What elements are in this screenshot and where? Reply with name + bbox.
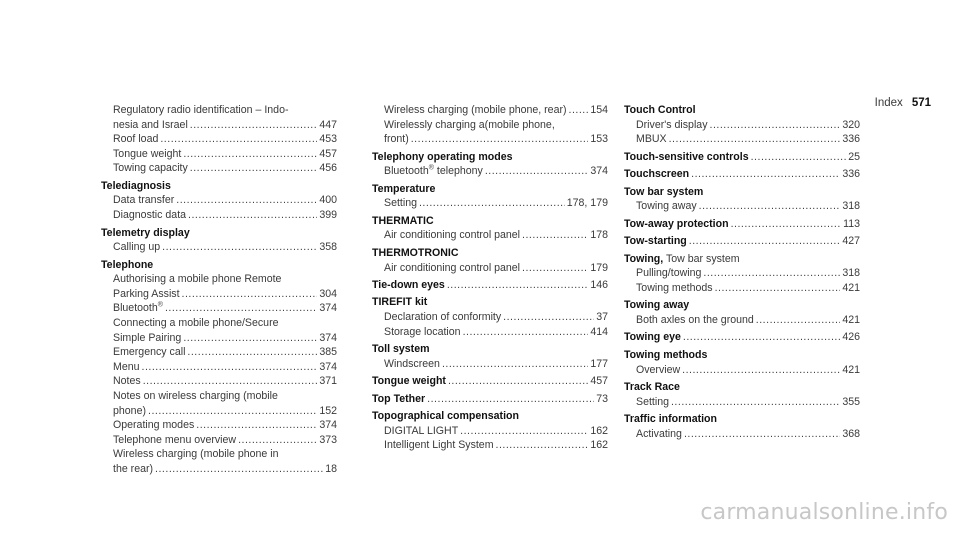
- entry-row: [101, 147, 337, 162]
- index-entry: [624, 412, 860, 441]
- entry-heading: THERMATIC: [372, 214, 434, 227]
- entry-heading: Touch Control: [624, 104, 696, 116]
- page-ref: 179: [590, 261, 608, 274]
- entry-row: [101, 331, 337, 346]
- entry-text: MBUX: [636, 133, 667, 146]
- index-column-2: [372, 103, 608, 456]
- entry-heading: Topographical compensation: [372, 410, 519, 423]
- entry-text: Calling up: [113, 241, 161, 254]
- entry-text: Connecting a mobile phone/Secure: [113, 316, 279, 329]
- page-ref: 457: [319, 147, 337, 160]
- entry-text: Roof load: [113, 133, 159, 146]
- entry-heading: Telemetry display: [101, 226, 190, 239]
- entry-text: Parking Assist: [113, 287, 180, 300]
- entry-text: telephony: [433, 165, 483, 178]
- page-ref: 421: [842, 313, 860, 326]
- page-ref: 320: [842, 118, 860, 131]
- page-ref: 178: [590, 229, 608, 242]
- page-number: 571: [911, 97, 931, 109]
- entry-heading: THERMOTRONIC: [372, 246, 459, 259]
- entry-row: [372, 357, 608, 372]
- entry-text: front): [384, 133, 409, 146]
- page-ref: 113: [843, 217, 860, 230]
- page-ref: 374: [319, 302, 337, 315]
- entry-heading: Tow-away protection: [624, 217, 729, 230]
- page-ref: 368: [842, 427, 860, 440]
- entry-text: Emergency call: [113, 346, 186, 359]
- entry-text: Simple Pairing: [113, 331, 182, 344]
- entry-text: Storage location: [384, 325, 461, 338]
- page-ref: 37: [596, 311, 608, 324]
- entry-row: [101, 433, 337, 448]
- entry-text: Diagnostic data: [113, 209, 187, 222]
- entry-text: nesia and Israel: [113, 118, 188, 131]
- entry-row: [624, 427, 860, 442]
- page-ref: 25: [848, 150, 860, 163]
- page-ref: 371: [319, 375, 337, 388]
- entry-text: Activating: [636, 427, 682, 440]
- entry-heading: Telediagnosis: [101, 179, 171, 192]
- entry-row: [624, 234, 860, 249]
- page-ref: 457: [590, 375, 608, 388]
- entry-text: Tow bar system: [663, 252, 740, 265]
- entry-heading: Towing methods: [624, 348, 708, 361]
- registered-mark: ®: [157, 301, 163, 309]
- entry-heading: Tie-down eyes: [372, 278, 445, 291]
- entry-row: [624, 266, 860, 281]
- page-ref: 399: [319, 209, 337, 222]
- entry-heading: Telephony operating modes: [372, 150, 513, 163]
- index-entry: [624, 330, 860, 345]
- index-entry: [372, 409, 608, 453]
- index-entry: [624, 185, 860, 214]
- page-ref: 355: [842, 395, 860, 408]
- entry-text: Overview: [636, 363, 681, 376]
- entry-row: [372, 438, 608, 453]
- entry-heading: Toll system: [372, 343, 430, 356]
- page-ref: 154: [590, 104, 608, 116]
- entry-row: [372, 374, 608, 389]
- entry-text: Notes: [113, 375, 141, 388]
- entry-text: Driver's display: [636, 118, 708, 131]
- page-ref: 336: [842, 168, 860, 181]
- page-ref: 318: [842, 267, 860, 280]
- entry-heading: Telephone: [101, 258, 154, 271]
- index-entry: [372, 392, 608, 407]
- entry-text: [113, 301, 163, 316]
- entry-row: [624, 395, 860, 410]
- entry-row: [101, 240, 337, 255]
- entry-heading: TIREFIT kit: [372, 296, 428, 309]
- index-entry: [372, 182, 608, 211]
- entry-row: [372, 261, 608, 276]
- page-ref: 453: [319, 133, 337, 146]
- entry-text: Air conditioning control panel: [384, 229, 521, 242]
- index-entry: [624, 150, 860, 165]
- entry-text: Pulling/towing: [636, 267, 702, 280]
- entry-text: DIGITAL LIGHT: [384, 424, 459, 437]
- entry-text: Air conditioning control panel: [384, 261, 521, 274]
- entry-heading: Towing away: [624, 299, 690, 312]
- entry-heading: Touch-sensitive controls: [624, 150, 749, 163]
- entry-text: Intelligent Light System: [384, 439, 494, 452]
- entry-heading: Traffic information: [624, 413, 717, 426]
- entry-text: Both axles on the ground: [636, 313, 754, 326]
- entry-row: [101, 208, 337, 223]
- entry-row: [372, 424, 608, 439]
- page-ref: 421: [842, 281, 860, 294]
- entry-row: [624, 363, 860, 378]
- entry-row: [372, 103, 608, 118]
- page-ref: 304: [319, 287, 337, 300]
- entry-row: [624, 217, 860, 232]
- page-ref: 152: [319, 404, 337, 417]
- entry-row: [372, 132, 608, 147]
- entry-row: [624, 132, 860, 147]
- index-entry: [372, 214, 608, 243]
- entry-text: Towing capacity: [113, 162, 188, 175]
- index-entry: [372, 374, 608, 389]
- entry-row: [624, 313, 860, 328]
- page-ref: 162: [590, 439, 608, 452]
- page-ref: 18: [325, 462, 337, 475]
- entry-text: Authorising a mobile phone Remote: [113, 273, 282, 286]
- entry-heading-line: [624, 252, 860, 267]
- entry-text: [384, 164, 483, 179]
- entry-heading: Track Race: [624, 381, 680, 393]
- index-label: Index: [874, 97, 903, 109]
- entry-row: [101, 374, 337, 389]
- entry-heading: Top Tether: [372, 392, 426, 405]
- entry-heading: Temperature: [372, 182, 436, 195]
- page-ref: 374: [319, 360, 337, 373]
- entry-row: [101, 418, 337, 433]
- entry-heading: Tow bar system: [624, 185, 704, 198]
- entry-heading: Tongue weight: [372, 375, 446, 388]
- registered-mark: ®: [428, 164, 434, 172]
- page-ref: 421: [842, 363, 860, 376]
- index-entry: [624, 348, 860, 377]
- entry-heading: Towing,: [624, 252, 664, 265]
- entry-text: Wireless charging (mobile phone, rear): [384, 104, 567, 116]
- entry-row: [101, 193, 337, 208]
- entry-text: Tongue weight: [113, 147, 182, 160]
- entry-row: [372, 310, 608, 325]
- page-header: [875, 97, 931, 111]
- index-entry: [372, 103, 608, 147]
- page-ref: 374: [319, 331, 337, 344]
- entry-row: [624, 330, 860, 345]
- entry-row: [624, 281, 860, 296]
- entry-row: [101, 345, 337, 360]
- index-entry: [372, 150, 608, 179]
- page-ref: 146: [590, 278, 608, 291]
- entry-text: Notes on wireless charging (mobile: [113, 389, 278, 402]
- entry-row: [101, 118, 337, 133]
- entry-text: Menu: [113, 360, 140, 373]
- entry-text: Operating modes: [113, 419, 195, 432]
- entry-row: [101, 301, 337, 316]
- entry-text: Towing methods: [636, 281, 713, 294]
- page-ref: 374: [590, 165, 608, 178]
- entry-row: [101, 462, 337, 477]
- entry-row: [101, 360, 337, 375]
- index-column-1: [101, 103, 337, 479]
- index-entry: [372, 278, 608, 293]
- index-entry: [101, 103, 337, 176]
- index-entry: [101, 226, 337, 255]
- index-entry: [624, 234, 860, 249]
- index-entry: [372, 295, 608, 339]
- entry-row: [624, 167, 860, 182]
- index-entry: [372, 246, 608, 275]
- page-ref: 374: [319, 419, 337, 432]
- page-ref: 318: [842, 200, 860, 213]
- entry-heading: Touchscreen: [624, 168, 690, 181]
- index-entry: [624, 298, 860, 327]
- entry-text: Bluetooth: [384, 165, 429, 178]
- entry-text: Data transfer: [113, 194, 175, 207]
- entry-row: [372, 278, 608, 293]
- index-entry: [624, 217, 860, 232]
- entry-row: [372, 196, 608, 211]
- entry-text: Regulatory radio identification – Indo-: [113, 104, 289, 116]
- entry-heading: Tow-starting: [624, 235, 687, 248]
- entry-row: [372, 392, 608, 407]
- entry-text: Bluetooth: [113, 302, 158, 315]
- page-ref: 456: [319, 162, 337, 175]
- page-ref: 373: [319, 433, 337, 446]
- page-ref: 400: [319, 194, 337, 207]
- entry-text: Towing away: [636, 200, 697, 213]
- entry-heading: Towing eye: [624, 331, 681, 344]
- entry-text: Telephone menu overview: [113, 433, 237, 446]
- page-ref: 178, 179: [566, 197, 608, 210]
- entry-row: [372, 228, 608, 243]
- page-ref: 426: [842, 331, 860, 344]
- index-entry: [372, 342, 608, 371]
- entry-row: [372, 325, 608, 340]
- entry-row: [624, 150, 860, 165]
- entry-text: Windscreen: [384, 357, 440, 370]
- page-ref: 385: [319, 346, 337, 359]
- index-entry: [101, 179, 337, 223]
- page-ref: 358: [319, 241, 337, 254]
- page-ref: 336: [842, 133, 860, 146]
- entry-text: Setting: [384, 197, 417, 210]
- entry-row: [101, 404, 337, 419]
- page-ref: 427: [842, 235, 860, 248]
- index-entry: [101, 258, 337, 477]
- index-entry: [624, 252, 860, 296]
- watermark: carmanualsonline.info: [700, 500, 948, 525]
- page-ref: 414: [590, 325, 608, 338]
- entry-row: [624, 199, 860, 214]
- entry-text: phone): [113, 404, 146, 417]
- page-ref: 177: [590, 357, 608, 370]
- entry-text: Setting: [636, 395, 669, 408]
- page-ref: 162: [590, 424, 608, 437]
- page-ref: 447: [319, 118, 337, 131]
- entry-row: [101, 287, 337, 302]
- page-ref: 73: [596, 392, 608, 405]
- entry-text: Declaration of conformity: [384, 311, 502, 324]
- index-column-3: [624, 103, 860, 444]
- index-entry: [624, 103, 860, 147]
- index-entry: [624, 380, 860, 409]
- index-entry: [624, 167, 860, 182]
- entry-row: [101, 161, 337, 176]
- entry-text: Wirelessly charging a(mobile phone,: [384, 118, 555, 131]
- entry-row: [372, 164, 608, 179]
- page-ref: 153: [590, 133, 608, 146]
- entry-row: [624, 118, 860, 133]
- entry-text: Wireless charging (mobile phone in: [113, 448, 279, 461]
- entry-text: the rear): [113, 462, 154, 475]
- entry-row: [101, 132, 337, 147]
